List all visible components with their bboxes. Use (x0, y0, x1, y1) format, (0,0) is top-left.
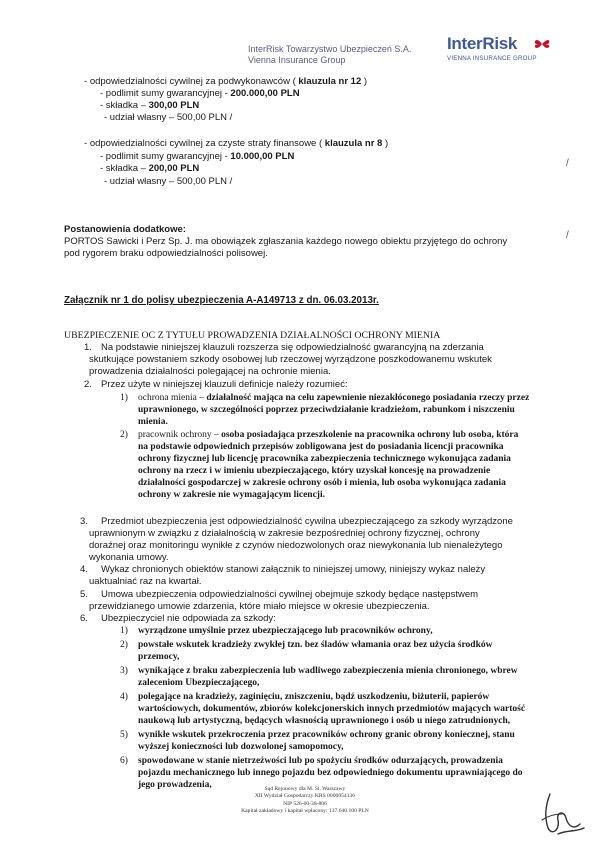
exclusion2-line1: powstałe wskutek kradzieży zwykłej tzn. bez śladów włamania oraz bez użycia środków (138, 640, 493, 650)
exclusion6-line2: pojazdu mechanicznego lub innego pojazdu bez odpowiedniego dokumentu uprawniającego do (138, 768, 523, 778)
section-title: UBEZPIECZENIE OC Z TYTUŁU PROWADZENIA DZIAŁALNOŚCI OCHRONY MIENIA (64, 330, 441, 341)
footer-krs: XII Wydział Gospodarczy KRS 0000054136 (254, 793, 356, 800)
definition2-line4: ochrony na rzecz i w imieniu ubezpieczającego, który uzyskał koncesję na prowadzenie (138, 466, 491, 476)
item-number: 4. (80, 564, 88, 575)
exclusion4-line3: naukową lub artystyczną, będących własnością uprawnionego i osób u niego zatrudnionych, (138, 716, 511, 726)
exclusion4-line2: wartościowych, dokumentów, zbiorów kolekcjonerskich innych przedmiotów mających wartość (138, 704, 526, 714)
logo-subtitle: VIENNA INSURANCE GROUP (447, 55, 537, 62)
company-header (248, 44, 411, 66)
footer-capital: Kapitał zakładowy i kapitał wpłacony: 137.640.100 PLN (241, 808, 369, 815)
item4-line2: uaktualniać raz na kwartał. (89, 576, 202, 587)
exclusion6-line1: spowodowane w stanie nietrzeźwości lub po spożyciu środków odurzających, prowadzenia (138, 756, 503, 766)
clause8-premium: - składka – 200,00 PLN (100, 163, 200, 174)
exclusion3-line1: wynikające z braku zabezpieczenia lub wadliwego zabezpieczenia mienia chronionego, wbrew (138, 666, 518, 676)
footer-nip: NIP 526-00-38-806 (283, 800, 327, 807)
definition2-line1: pracownik ochrony – osoba posiadająca przeszkolenie na pracownika ochrony lub osoba, która (138, 430, 519, 440)
exclusion6-line3: jego prowadzenia, (138, 780, 212, 790)
item-number: 5. (80, 589, 88, 600)
item-number: 1. (84, 342, 92, 353)
item2-line1: Przez użyte w niniejszej klauzuli definicje należy rozumieć: (101, 379, 348, 390)
clause12-limit: - podlimit sumy gwarancyjnej - 200.000,00 PLN (100, 88, 300, 99)
clause12-heading: - odpowiedzialności cywilnej za podwykonawców ( klauzula nr 12 ) (84, 76, 368, 87)
annex-title: Załącznik nr 1 do polisy ubezpieczenia A-A149713 z dn. 06.03.2013r. (64, 295, 379, 306)
exclusion-number: 4) (120, 692, 128, 702)
additional-heading: Postanowienia dodatkowe: (64, 224, 186, 235)
clause12-deductible: - udział własny – 500,00 PLN / (104, 112, 233, 123)
definition1-line2: uprawnionego, w szczególności poprzez przeciwdziałanie kradzieżom, rabunkom i niszczeniu (138, 405, 515, 415)
item3-line3: doraźnej oraz monitoringu wynikłe z czynów niedozwolonych oraz niewykonania lub nienależytego (89, 540, 503, 551)
item3-line4: wykonania umowy. (89, 552, 169, 563)
interrisk-logo (447, 34, 557, 62)
exclusion-number: 3) (120, 666, 128, 676)
item-number: 3. (80, 516, 88, 527)
exclusion-number: 2) (120, 640, 128, 650)
exclusion5-line1: wynikłe wskutek przekroczenia przez pracowników ochrony granic obrony koniecznej, stanu (138, 730, 515, 740)
item5-line2: przewidzianego umowie zdarzenia, które miało miejsce w okresie ubezpieczenia. (89, 601, 430, 612)
exclusion2-line2: przemocy, (138, 652, 180, 662)
clause12-premium: - składka – 300,00 PLN (100, 100, 200, 111)
definition-number: 2) (120, 430, 128, 440)
clause8-heading: - odpowiedzialności cywilnej za czyste straty finansowe ( klauzula nr 8 ) (84, 138, 389, 149)
registry-footer (230, 786, 380, 816)
side-mark: / (566, 230, 569, 241)
clause8-deductible: - udział własny – 500,00 PLN / (104, 176, 233, 187)
exclusion-number: 6) (120, 756, 128, 766)
definition1-line3: mienia. (138, 417, 168, 427)
item5-line1: Umowa ubezpieczenia odpowiedzialności cywilnej obejmuje szkody będące następstwem (101, 589, 479, 600)
definition2-line6: ochrony w zakresie nie wymagającym licencji. (138, 490, 325, 500)
side-mark: / (566, 158, 569, 169)
item-number: 6. (80, 613, 88, 624)
exclusion5-line2: wyższej konieczności lub dozwolonej samopomocy, (138, 742, 344, 752)
definition-number: 1) (120, 393, 128, 403)
item6-line1: Ubezpieczyciel nie odpowiada za szkody: (101, 613, 276, 624)
item4-line1: Wykaz chronionych obiektów stanowi załącznik to niniejszej umowy, niniejszy wykaz należy (101, 564, 486, 575)
clause8-limit: - podlimit sumy gwarancyjnej - 10.000,00 PLN (100, 151, 295, 162)
item-number: 2. (84, 379, 92, 390)
definition2-line3: ochrony fizycznej lub licencję pracownika zabezpieczenia technicznego wykonująca zadania (138, 454, 511, 464)
exclusion1-line1: wyrządzone umyślnie przez ubezpieczającego lub pracowników ochrony, (138, 626, 433, 636)
exclusion-number: 1) (120, 626, 128, 636)
signature-icon (536, 790, 590, 840)
definition2-line2: na podstawie odpowiednich przepisów zobligowana jest do posiadania licencji pracownika (138, 442, 504, 452)
logo-word: InterRisk (447, 34, 518, 53)
company-group: Vienna Insurance Group (248, 55, 346, 65)
additional-line2: pod rygorem braku odpowiedzialności polisowej. (64, 248, 268, 259)
item1-line2: skutkujące powstaniem szkody osobowej lub rzeczowej wyrządzone poszkodowanemu wskutek (89, 354, 492, 365)
footer-court: Sąd Rejonowy dla M. St. Warszawy (264, 786, 346, 792)
item3-line1: Przedmiot ubezpieczenia jest odpowiedzialność cywilna ubezpieczającego za szkody wyrządzone (101, 516, 513, 527)
additional-line1: PORTOS Sawicki i Perz Sp. J. ma obowiązek zgłaszania każdego nowego obiektu przyjętego do ochrony (64, 236, 508, 247)
item1-line1: Na podstawie niniejszej klauzuli rozszerza się odpowiedzialność gwarancyjną na zderzania (101, 342, 484, 353)
logo-flower-icon (533, 35, 551, 53)
item3-line2: uprawnionym w związku z działalnością w zakresie bezpośredniej ochrony fizycznej, ochrony (89, 528, 480, 539)
exclusion3-line2: zaleceniom Ubezpieczającego, (138, 678, 260, 688)
item1-line3: prowadzenia działalności polegającej na ochronie mienia. (89, 366, 331, 377)
exclusion-number: 5) (120, 730, 128, 740)
definition1-line1: ochrona mienia – działalność mająca na celu zapewnienie niezakłóconego posiadania rzeczy przez (138, 393, 530, 403)
exclusion4-line1: polegające na kradzieży, zaginięciu, zniszczeniu, bądź uszkodzeniu, biżuterii, papierów (138, 692, 490, 702)
definition2-line5: działalności gospodarczej w zakresie ochrony osób i mienia, lub osoba wykonująca zadania (138, 478, 506, 488)
company-name: InterRisk Towarzystwo Ubezpieczeń S.A. (248, 44, 412, 54)
